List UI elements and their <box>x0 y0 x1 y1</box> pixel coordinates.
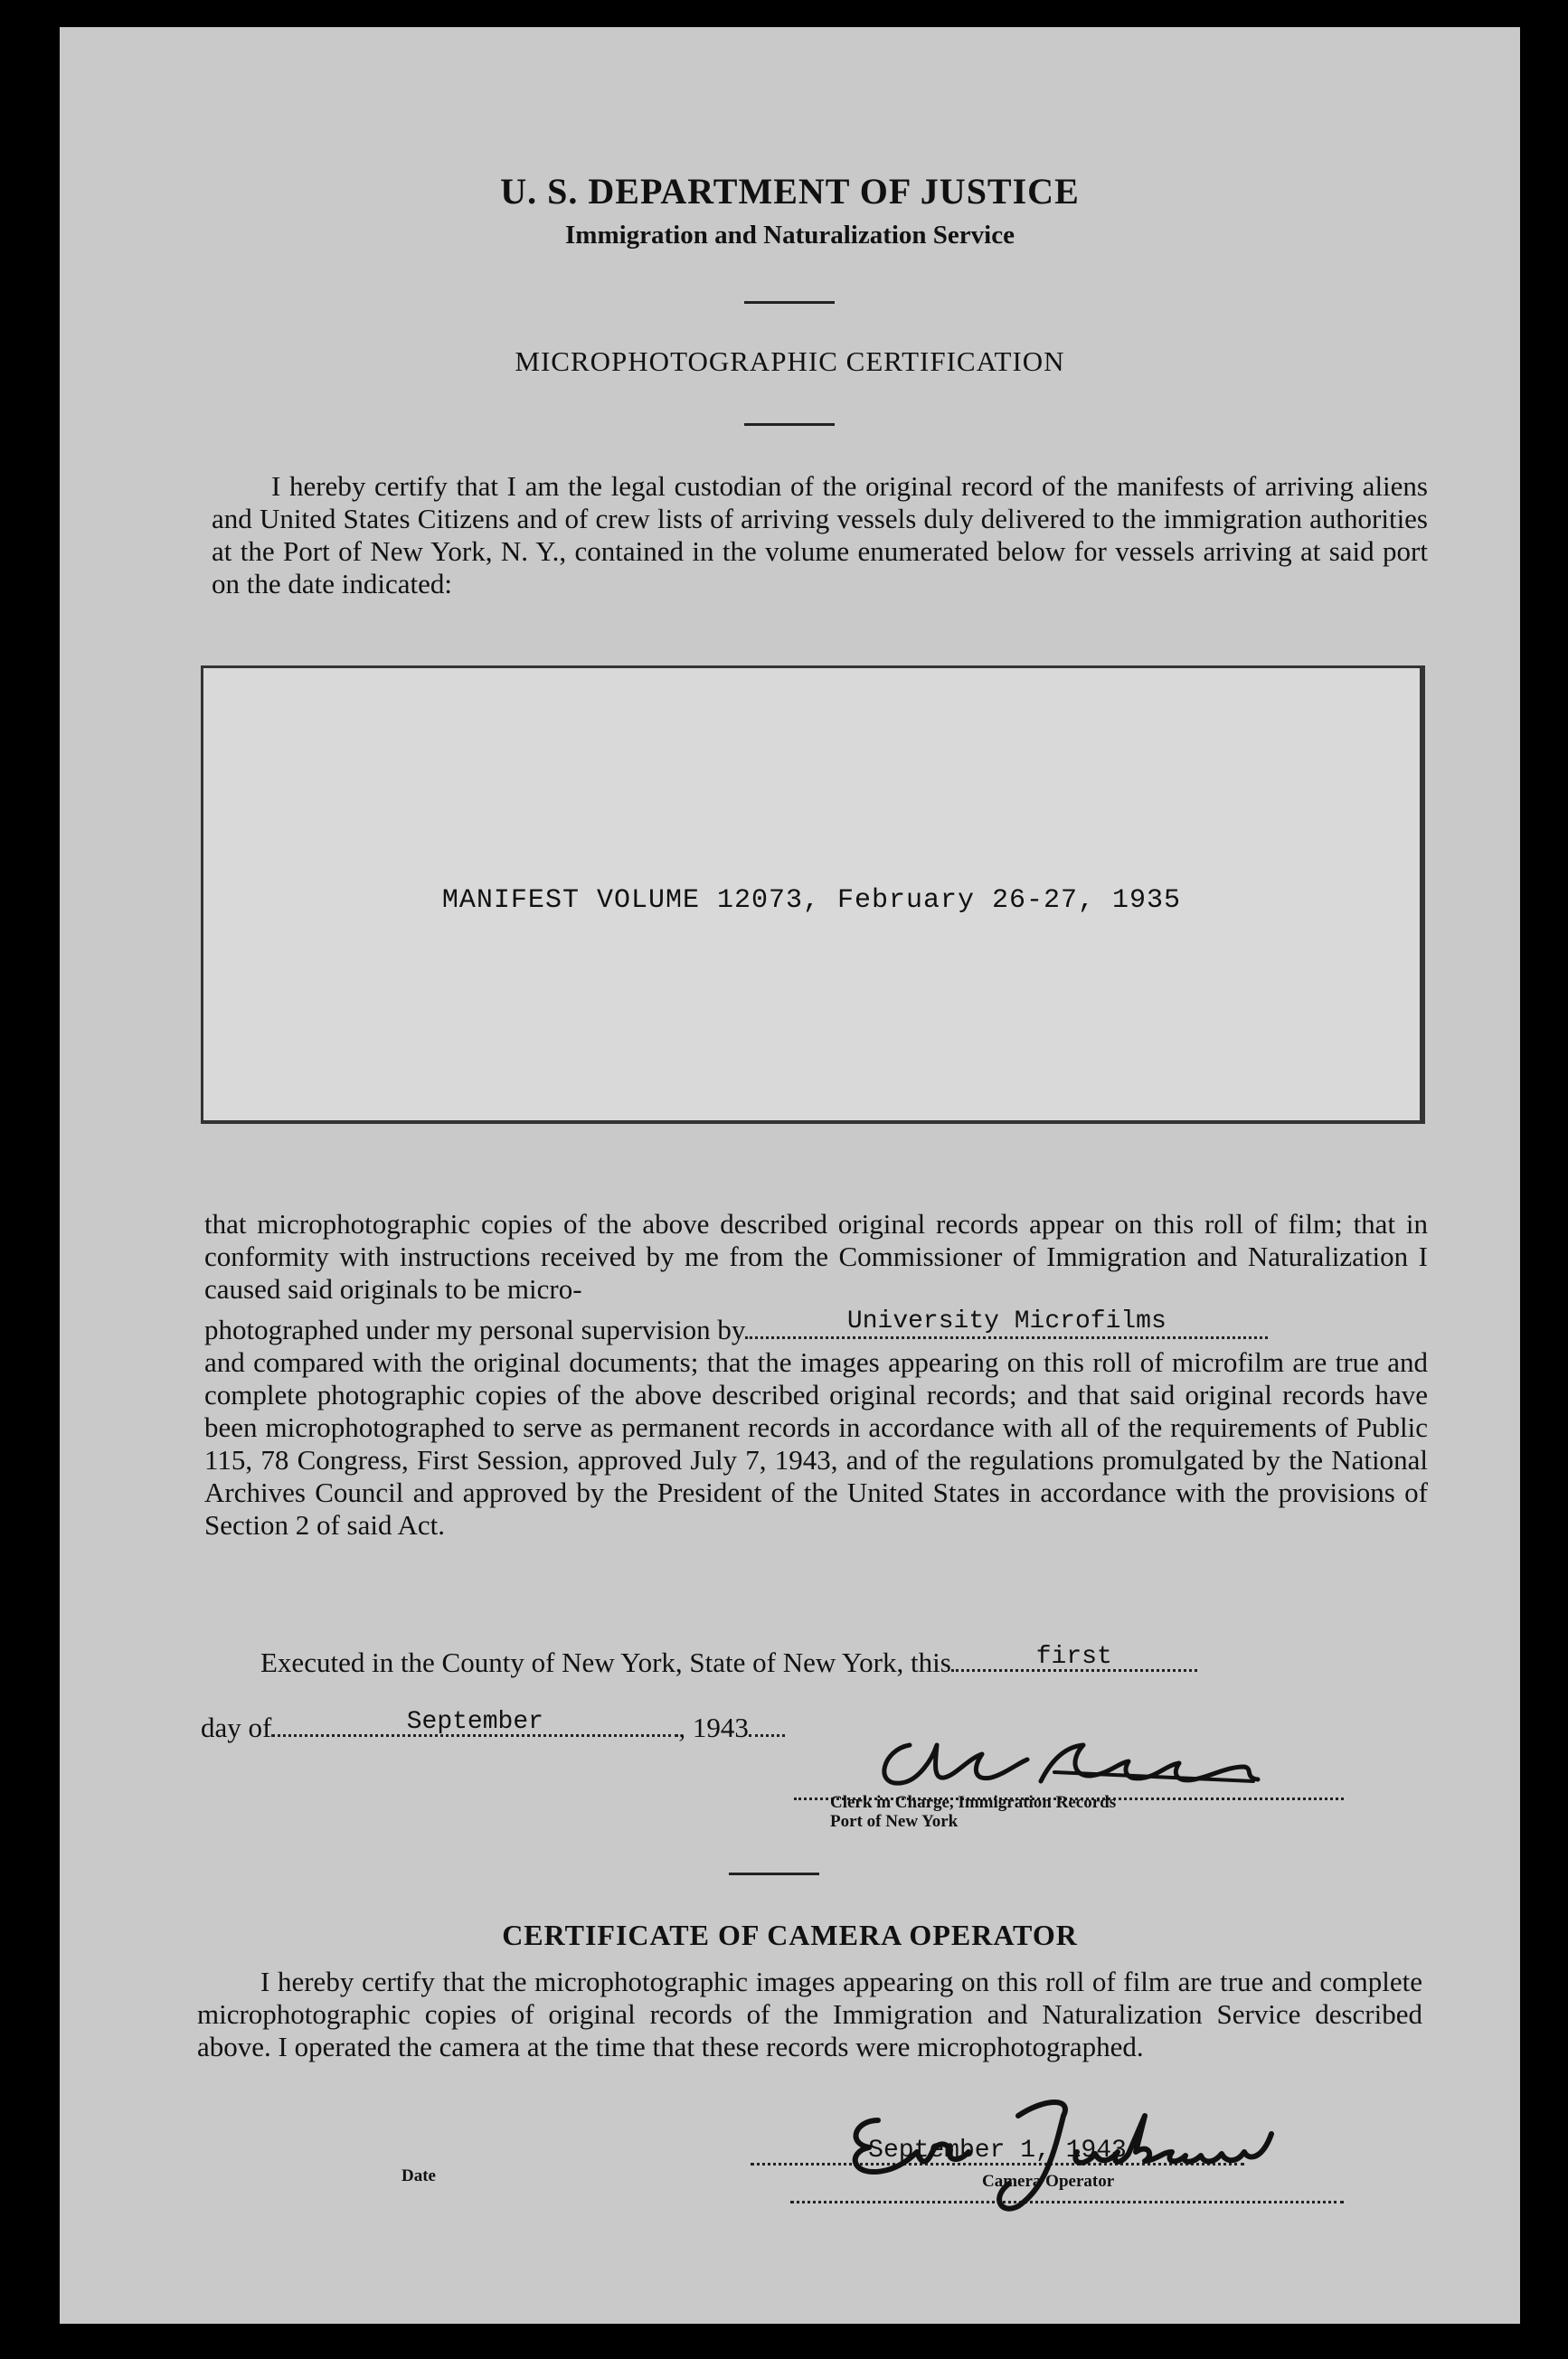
clerk-caption <box>830 1793 1116 1831</box>
divider <box>744 301 835 304</box>
month-value: September <box>406 1708 543 1736</box>
supervision-lead: photographed under my personal supervision by <box>204 1314 746 1345</box>
divider <box>729 1873 819 1875</box>
body-paragraph <box>204 1208 1428 1542</box>
year-label: , 1943 <box>678 1712 749 1743</box>
body-text-2: and compared with the original documents; that the images appearing on this roll of microfilm are true and complete photographic copies of the above described original records; and that said original records have been microphotographed to serve as permanent records in accordance with all of the requirements of Public 115, 78 Congress, First Session, approved July 7, 1943, and of the regulations promulgated by the National Archives Council and approved by the President of the United States in accordance with the provisions of Section 2 of said Act. <box>204 1346 1428 1541</box>
manifest-box <box>201 665 1425 1124</box>
department-heading: U. S. DEPARTMENT OF JUSTICE <box>500 171 1080 212</box>
service-subheading: Immigration and Naturalization Service <box>565 221 1015 250</box>
clerk-caption-location: Port of New York <box>830 1812 959 1831</box>
operator-signature <box>837 2080 1344 2224</box>
day-value: first <box>1035 1643 1112 1671</box>
divider <box>744 423 835 426</box>
date-line <box>201 1709 785 1744</box>
date-caption: Date <box>401 2166 436 2185</box>
supervisor-value: University Microfilms <box>846 1307 1167 1335</box>
month-field <box>271 1709 678 1737</box>
certificate-sheet <box>60 27 1520 2324</box>
year-dots <box>749 1709 785 1737</box>
camera-certificate-text: I hereby certify that the microphotographic images appearing on this roll of film are true and complete microphotographic copies of original records of the Immigration and Naturalization Service described above. I operated the camera at the time that these records were microphotographed. <box>197 1966 1422 2062</box>
supervision-line <box>204 1307 1428 1346</box>
execution-line <box>260 1644 1197 1679</box>
operator-caption: Camera Operator <box>982 2172 1115 2191</box>
intro-paragraph: I hereby certify that I am the legal custodian of the original record of the manifests of arriving aliens and United States Citizens and of crew lists of arriving vessels duly delivered to the immigration authorities at the Port of New York, N. Y., contained in the volume enumerated below for vessels arriving at said port on the date indicated: <box>212 470 1428 599</box>
body-text-1: that microphotographic copies of the above described original records appear on this roll of film; that in conformity with instructions received by me from the Commissioner of Immigration and Naturalization I caused said originals to be micro- <box>204 1208 1428 1305</box>
certification-title: MICROPHOTOGRAPHIC CERTIFICATION <box>515 345 1065 377</box>
operator-date-value: September 1, 1943 <box>868 2137 1127 2165</box>
camera-certificate-title: CERTIFICATE OF CAMERA OPERATOR <box>502 1919 1078 1951</box>
day-field <box>951 1644 1197 1672</box>
day-of-label: day of <box>201 1712 272 1743</box>
execution-lead: Executed in the County of New York, State of New York, this <box>260 1647 951 1678</box>
clerk-caption-title: Clerk in Charge, Immigration Records <box>830 1793 1117 1812</box>
supervisor-field <box>745 1307 1268 1339</box>
manifest-volume-label: MANIFEST VOLUME 12073, February 26-27, 1935 <box>441 885 1182 916</box>
